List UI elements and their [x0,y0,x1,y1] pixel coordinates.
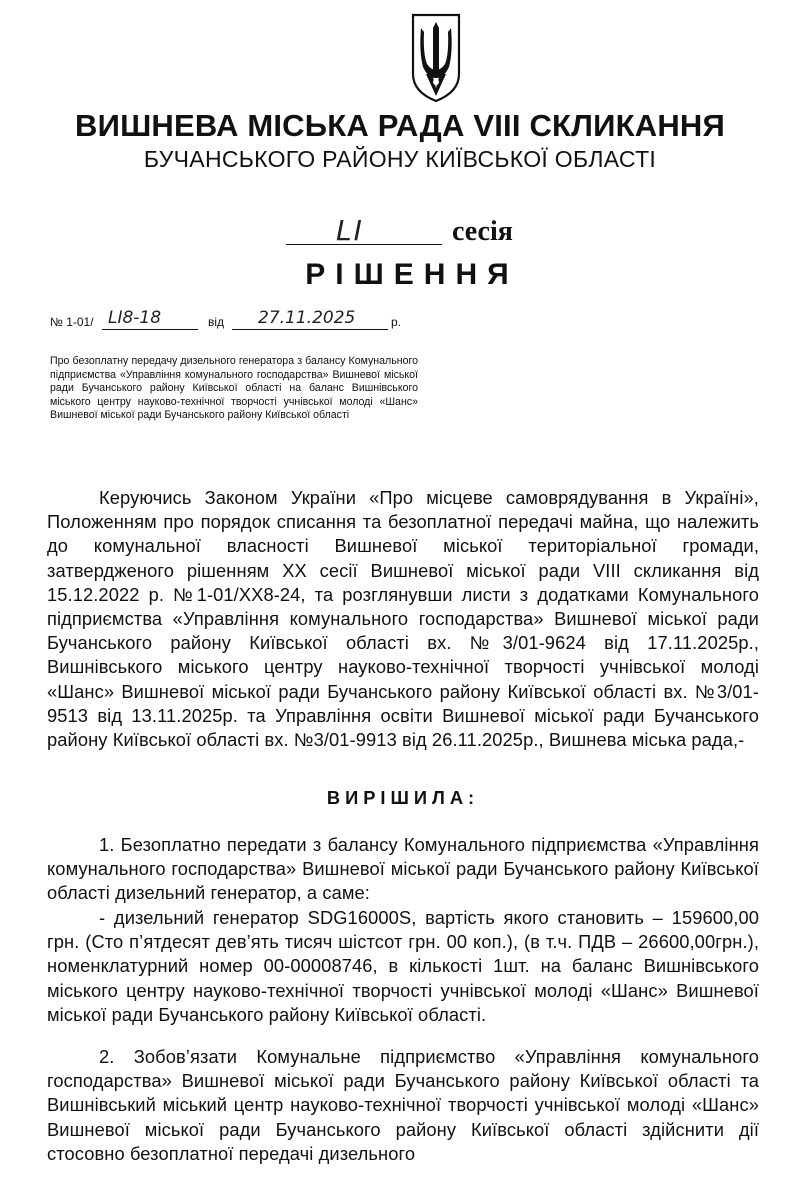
date-underline [232,329,388,330]
document-title: РІШЕННЯ [305,258,519,291]
session-number: LI [336,214,364,247]
preamble-paragraph: Керуючись Законом України «Про місцеве самоврядування в Україні», Положенням про порядок списання та безоплатної передачі майна, що належить до комунальної власності Вишневої міської територіальної громади, затвердженого рішенням XX сесії Вишневої міської ради VIII скликання від 15.12.2022 р. №1-01/XX8-24, та розглянувши листи з додатками Комунального підприємства «Управління комунального господарства» Вишневої міської ради Бучанського району Київської області вх. №3/01-9624 від 17.11.2025р., Вишнівського міського центру науково-технічної творчості учнівської молоді «Шанс» Вишневої міської ради Бучанського району Київської області вх. №3/01-9513 від 13.11.2025р. та Управління освіти Вишневої міської ради Бучанського району Київської області вх. №3/01-9913 від 26.11.2025р., Вишнева міська рада,- [47,487,759,751]
district-name: БУЧАНСЬКОГО РАЙОНУ КИЇВСЬКОЇ ОБЛАСТІ [143,146,657,172]
council-name: ВИШНЕВА МІСЬКА РАДА VIII СКЛИКАННЯ [75,108,725,143]
document-number: LI8-18 [108,308,162,328]
document-number-line [50,310,430,334]
decision-item-1-details: - дизельний генератор SDG16000S, вартість якого становить – 159600,00 грн. (Сто п’ятдесят дев’ять тисяч шістсот грн. 00 коп.), (в т.ч. ПДВ – 26600,00грн.), номенклатурний номер 00-00008746, в кількості 1шт. на баланс Вишнівського міського центру науково-технічної творчості учнівської молоді «Шанс» Вишневої міської ради Бучанського району Київської області. [47,907,759,1025]
session-underline [286,244,442,245]
date-from-label: від [208,315,225,329]
decision-item-2: 2. Зобов’язати Комунальне підприємство «Управління комунального господарства» Вишневої міської ради Бучанського району Київської області та Вишнівський міський центр науково-технічної творчості учнівської молоді «Шанс» Вишневої міської ради Бучанського району Київської області здійснити дії стосовно безоплатної передачі дизельного [47,1046,759,1164]
date-suffix: р. [391,315,402,329]
document-date: 27.11.2025 [258,308,356,328]
number-underline [102,329,198,330]
number-prefix: № 1-01/ [50,315,94,329]
decision-item-1: 1. Безоплатно передати з балансу Комунального підприємства «Управління комунального господарства» Вишневої міської ради Бучанського району Київської області дизельний генератор, а саме: [47,834,759,904]
decision-subject: Про безоплатну передачу дизельного генератора з балансу Комунального підприємства «Управління комунального господарства» Вишневої міської ради Бучанського району Київської області на баланс Вишнівського міського центру науково-технічної творчості учнівської молоді «Шанс» Вишневої міської ради Бучанського району Київської області [50,355,418,422]
decided-heading: ВИРІШИЛА: [326,787,480,808]
session-line [286,214,546,250]
trident-coat-of-arms-icon [410,12,462,104]
session-label: сесія [452,216,513,247]
